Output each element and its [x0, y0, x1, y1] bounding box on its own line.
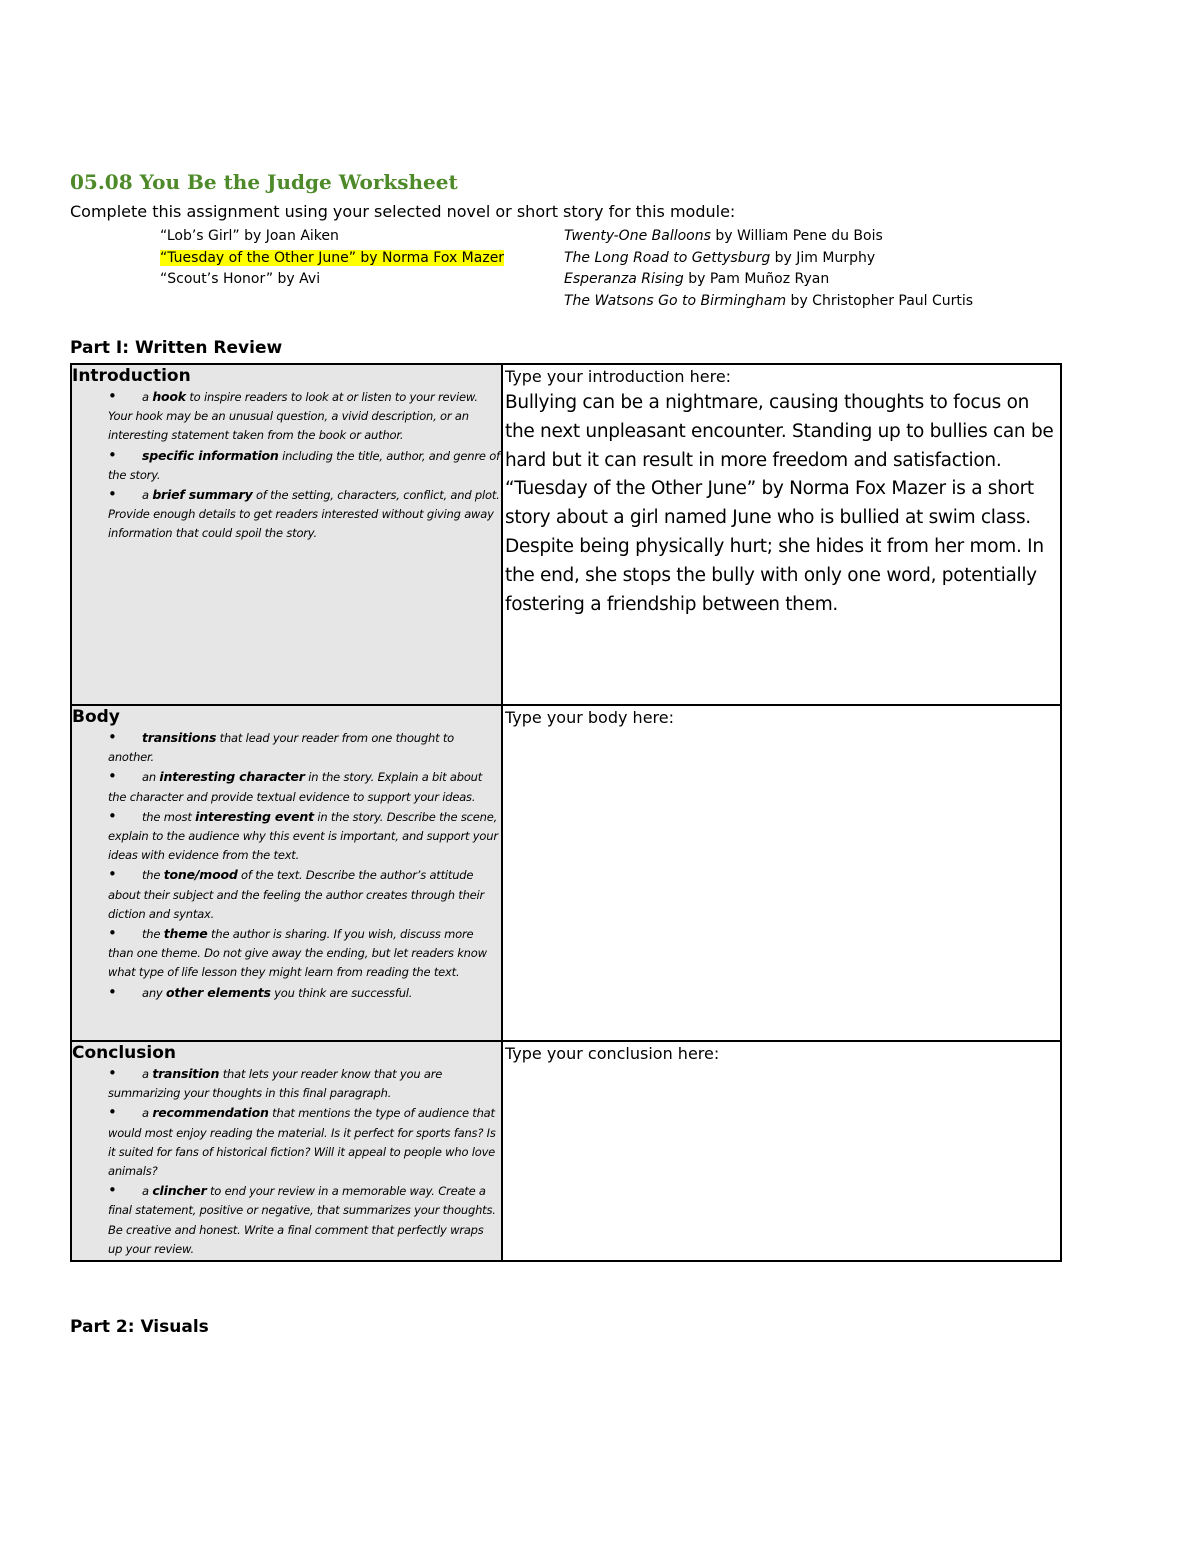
work-item: Esperanza Rising by Pam Muñoz Ryan [564, 271, 830, 287]
answer-prompt: Type your conclusion here: [505, 1044, 720, 1063]
tip-item: • a clincher to end your review in a memorable way. Create a final statement, positive or negative, that summarizes your thoughts. Be creative and honest. Write a final comment that perfectly wraps up your review. [108, 1181, 501, 1259]
work-item: The Long Road to Gettysburg by Jim Murphy [564, 249, 876, 266]
review-row-body [71, 705, 1061, 1041]
highlighted-work: “Tuesday of the Other June” by Norma Fox Mazer [160, 249, 505, 266]
answer-prompt: Type your body here: [505, 708, 674, 727]
answer-cell[interactable] [502, 1041, 1061, 1261]
tip-item: • transitions that lead your reader from one thought to another. [108, 728, 501, 767]
work-item: Twenty-One Balloons by William Pene du Bois [564, 228, 883, 244]
tip-item: • the most interesting event in the story. Describe the scene, explain to the audience why this event is important, and support your ideas with evidence from the text. [108, 807, 501, 866]
tip-item: • an interesting character in the story. Explain a bit about the character and provide textual evidence to support your ideas. [108, 767, 501, 806]
tips-list [72, 1064, 501, 1259]
introduction-text[interactable]: Bullying can be a nightmare, causing thoughts to focus on the next unpleasant encounter. Standing up to bullies can be hard but it can result in more freedom and satisfaction. “Tuesday of the Other June” by Norma Fox Mazer is a short story about a girl named June who is bullied at swim class. Despite being physically hurt; she hides it from her mom. In the end, she stops the bully with only one word, potentially fostering a friendship between them. [505, 392, 1054, 615]
answer-prompt: Type your introduction here: [505, 367, 732, 386]
review-row-conclusion [71, 1041, 1061, 1261]
tip-keyword: transitions [142, 730, 217, 745]
written-review-table [70, 363, 1062, 1262]
answer-cell[interactable] [502, 705, 1061, 1041]
answer-cell[interactable] [502, 364, 1061, 705]
tip-item: • a recommendation that mentions the type of audience that would most enjoy reading the material. Is it perfect for sports fans? Is it suited for fans of historical fiction? Will it appeal to people who love animals? [108, 1103, 501, 1181]
tip-keyword: transition [152, 1066, 220, 1081]
tip-item: • a brief summary of the setting, characters, conflict, and plot. Provide enough details to get readers interested without giving away information that could spoil the story. [108, 485, 501, 544]
tip-keyword: brief summary [152, 487, 253, 503]
guide-cell [71, 705, 502, 1041]
tip-keyword: recommendation [152, 1105, 269, 1121]
work-item-selected [160, 248, 504, 270]
tip-item: • specific information including the title, author, and genre of the story. [108, 446, 501, 485]
tip-keyword: clincher [152, 1183, 207, 1199]
tip-keyword: interesting event [195, 808, 314, 824]
instruction-text: Complete this assignment using your selected novel or short story for this module: [70, 202, 736, 221]
work-item: “Lob’s Girl” by Joan Aiken [160, 228, 339, 244]
tip-keyword: hook [152, 389, 186, 404]
section-title: Conclusion [72, 1043, 176, 1063]
tip-item: • any other elements you think are successful. [108, 983, 501, 1003]
guide-cell [71, 1041, 502, 1261]
tip-keyword: specific information [142, 447, 279, 463]
section-title: Introduction [72, 366, 191, 386]
tip-item: • a transition that lets your reader know that you are summarizing your thoughts in this final paragraph. [108, 1064, 501, 1103]
part2-heading: Part 2: Visuals [70, 1317, 209, 1337]
tip-keyword: theme [163, 926, 208, 942]
tip-item: • a hook to inspire readers to look at or listen to your review. Your hook may be an unusual question, a vivid description, or an interesting statement taken from the book or author. [108, 387, 501, 446]
works-list-right [564, 226, 973, 312]
section-title: Body [72, 707, 120, 727]
work-item: The Watsons Go to Birmingham by Christopher Paul Curtis [564, 292, 974, 309]
tips-list [72, 387, 501, 544]
tip-keyword: tone/mood [163, 867, 238, 883]
works-list-left [160, 226, 504, 291]
tips-list [72, 728, 501, 1003]
work-item: “Scout’s Honor” by Avi [160, 271, 321, 287]
tip-keyword: other elements [166, 984, 271, 1000]
tip-item: • the tone/mood of the text. Describe the author’s attitude about their subject and the feeling the author creates through their diction and syntax. [108, 865, 501, 924]
tip-keyword: interesting character [159, 769, 305, 785]
worksheet-title: 05.08 You Be the Judge Worksheet [70, 170, 458, 194]
tip-item: • the theme the author is sharing. If you wish, discuss more than one theme. Do not give away the ending, but let readers know what type of life lesson they might learn from reading the text. [108, 924, 501, 983]
review-row-introduction [71, 364, 1061, 705]
part1-heading: Part I: Written Review [70, 338, 283, 358]
guide-cell [71, 364, 502, 705]
